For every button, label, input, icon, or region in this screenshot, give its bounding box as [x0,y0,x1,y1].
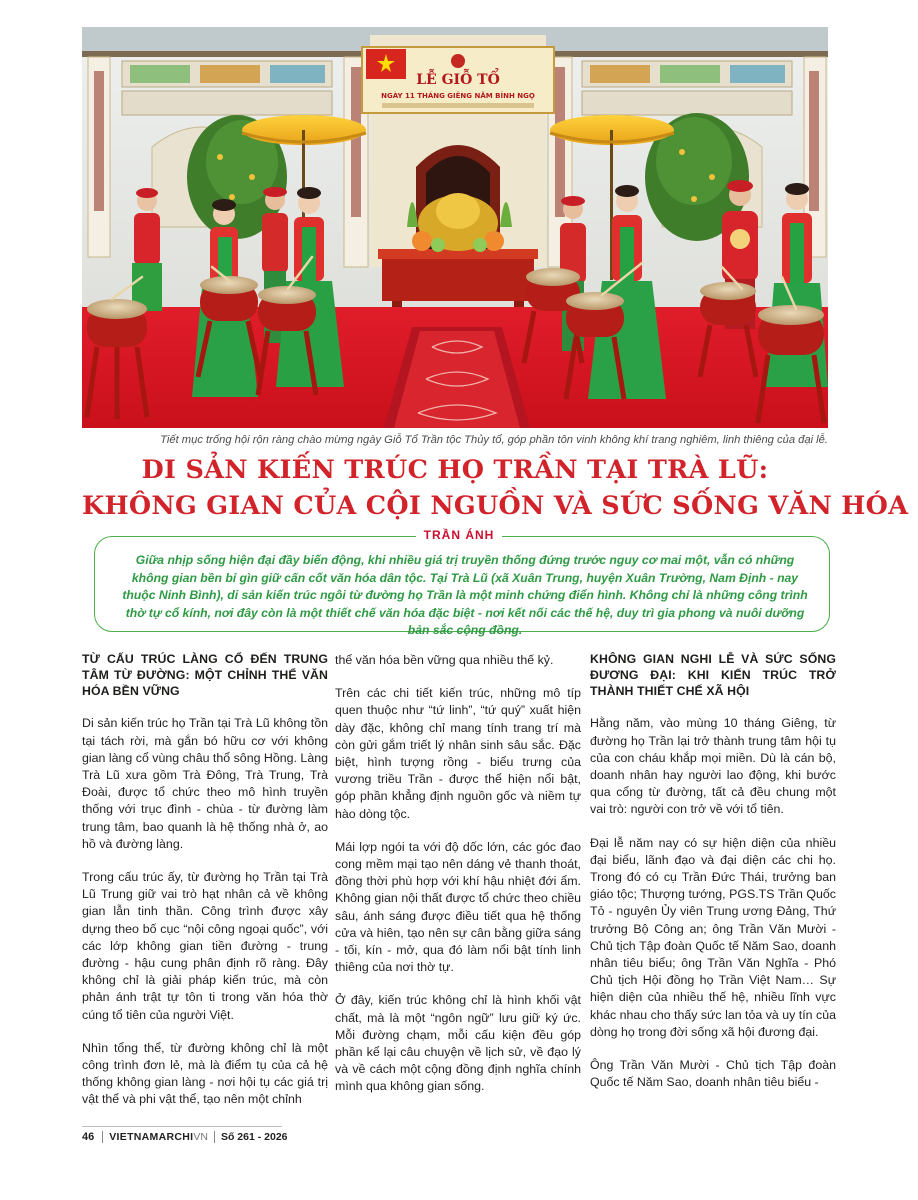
publication-brand: VIETNAMARCHI [109,1131,194,1143]
footer-rule [82,1126,282,1127]
banner-subtitle: NGÀY 11 THÁNG GIÊNG NĂM BÍNH NGỌ [381,92,535,100]
section-heading-2: KHÔNG GIAN NGHI LỄ VÀ SỨC SỐNG ĐƯƠNG ĐẠI: KHI KIẾN TRÚC TRỞ THÀNH THIẾT CHẾ XÃ HỘI [590,652,836,698]
paragraph: Di sản kiến trúc họ Trần tại Trà Lũ không tồn tại tách rời, mà gắn bó hữu cơ với không gian làng cổ vùng châu thổ sông Hồng. Làng Trà Lũ xưa gồm Trà Đông, Trà Trung, Trà Đoài, được tổ chức theo mô hình truyền thống với trục đình - chùa - từ đường làm trung tâm, bao quanh là hệ thống nhà ở, ao hồ và đường làng. [82,716,328,851]
headline-line-1: DI SẢN KIẾN TRÚC HỌ TRẦN TẠI TRÀ LŨ: [141,455,769,485]
column-3 [590,652,836,1091]
paragraph: Đại lễ năm nay có sự hiện diện của nhiều đại biểu, lãnh đạo và đại diện các chi họ. Trong đó có cụ Trần Đức Thái, trưởng ban giáo tộc; Thượng tướng, PGS.TS Trần Quốc Tỏ - nguyên Ủy viên Trung ương Đảng, Thứ trưởng Bộ Công an; ông Trần Văn Mười - Chủ tịch Tập đoàn Quốc tế Năm Sao, doanh nhân tiêu biểu; ông Trần Văn Nghĩa - Phó Chủ tịch Hội đồng họ Trần Việt Nam… Sự hiện diện của nhiều thế hệ, nhiều lĩnh vực khác nhau cho thấy sức lan tỏa và uy tín của dòng họ trong đời sống xã hội đương đại. [590,835,836,1039]
section-heading-1: TỪ CẤU TRÚC LÀNG CỔ ĐẾN TRUNG TÂM TỪ ĐƯỜNG: MỘT CHỈNH THỂ VĂN HÓA BỀN VỮNG [82,652,328,698]
page-number: 46 [82,1131,95,1143]
paragraph: Trong cấu trúc ấy, từ đường họ Trần tại Trà Lũ Trung giữ vai trò hạt nhân cả về không gian lẫn tinh thần. Công trình được xây dựng theo bố cục “nội công ngoại quốc”, với các lớp không gian tiền đường - trung đường - hậu cung phân định rõ ràng. Đây không chỉ là giải pháp kiến trúc, mà còn phản ánh trật tự tôn ti trong văn hóa thờ cúng tổ tiên của người Việt. [82,870,328,1022]
author-byline [0,528,918,542]
paragraph: Ông Trần Văn Mười - Chủ tịch Tập đoàn Quốc tế Năm Sao, doanh nhân tiêu biểu - [590,1058,836,1090]
page-footer [82,1129,288,1145]
column-1 [82,652,328,1109]
paragraph: Mái lợp ngói ta với độ dốc lớn, các góc đao cong mềm mại tạo nên dáng vẻ thanh thoát, đồng thời phù hợp với khí hậu nhiệt đới ẩm. Không gian nội thất được tổ chức theo chiều sâu, ánh sáng được điều tiết qua hệ thống cửa và hiên, tạo nên sự cân bằng giữa sáng - tối, kín - mở, qua đó làm nổi bật tính linh thiêng của nơi thờ tự. [335,839,581,975]
paragraph: Ở đây, kiến trúc không chỉ là hình khối vật chất, mà là một “ngôn ngữ” lưu giữ ký ức. Mỗi đường chạm, mỗi cấu kiện đều góp phần kể lại câu chuyện về lịch sử, về đạo lý và về cách một cộng đồng định nghĩa chính mình qua không gian sống. [335,993,581,1094]
publication-brand-suffix: VN [193,1131,208,1143]
banner-title: LỄ GIỖ TỔ [416,72,500,88]
paragraph: thể văn hóa bền vững qua nhiều thế kỷ. [335,653,554,667]
hero-photo [82,27,828,428]
column-2 [335,652,581,1096]
issue-number: Số 261 - 2026 [220,1131,288,1143]
paragraph: Trên các chi tiết kiến trúc, những mô típ quen thuộc như “tứ linh”, “tứ quý” xuất hiện dày đặc, không chỉ mang tính trang trí mà còn gửi gắm triết lý nhân sinh sâu sắc. Đặc biệt, hình tượng rồng - biểu trưng của vương triều Trần - được thể hiện nổi bật, góp phần khẳng định nguồn gốc và niềm tự hào dòng tộc. [335,686,581,821]
festival-drum-scene [82,27,828,428]
paragraph: Nhìn tổng thể, từ đường không chỉ là một công trình đơn lẻ, mà là điểm tụ của cả hệ thống không gian làng - nơi hội tụ các giá trị vật thể và phi vật thể, tạo nên một chỉnh [82,1040,328,1107]
author-name: TRẦN ÁNH [416,528,503,542]
headline-line-2: KHÔNG GIAN CỦA CỘI NGUỒN VÀ SỨC SỐNG VĂN HÓA [82,491,909,521]
photo-caption: Tiết mục trống hội rộn ràng chào mừng ngày Giỗ Tổ Trần tộc Thủy tổ, góp phần tôn vinh không khí trang nghiêm, linh thiêng của đại lễ. [160,434,828,446]
footer-divider [102,1131,103,1143]
footer-divider [214,1131,215,1143]
paragraph: Hằng năm, vào mùng 10 tháng Giêng, từ đường họ Trần lại trở thành trung tâm hội tụ của con cháu khắp mọi miền. Dù là cán bộ, doanh nhân hay người lao động, khi bước qua cổng từ đường, tất cả đều chung một vai trò: người con trở về với tổ tiên. [590,716,836,817]
article-headline [82,452,909,524]
sapo-text: Giữa nhịp sống hiện đại đầy biến động, khi nhiều giá trị truyền thống đứng trước nguy cơ mai một, vẫn có những không gian bền bỉ gìn giữ cấn cốt văn hóa dân tộc. Tại Trà Lũ (xã Xuân Trung, huyện Xuân Trường, Nam Định - nay thuộc Ninh Bình), di sản kiến trúc ngôi từ đường họ Trần là một minh chứng điển hình. Không chỉ là những công trình thờ tự cổ kính, nơi đây còn là một thiết chế văn hóa đặc biệt - nơi kết nối các thế hệ, duy trì gia phong và nuôi dưỡng bản sắc cộng đồng. [122,553,808,638]
